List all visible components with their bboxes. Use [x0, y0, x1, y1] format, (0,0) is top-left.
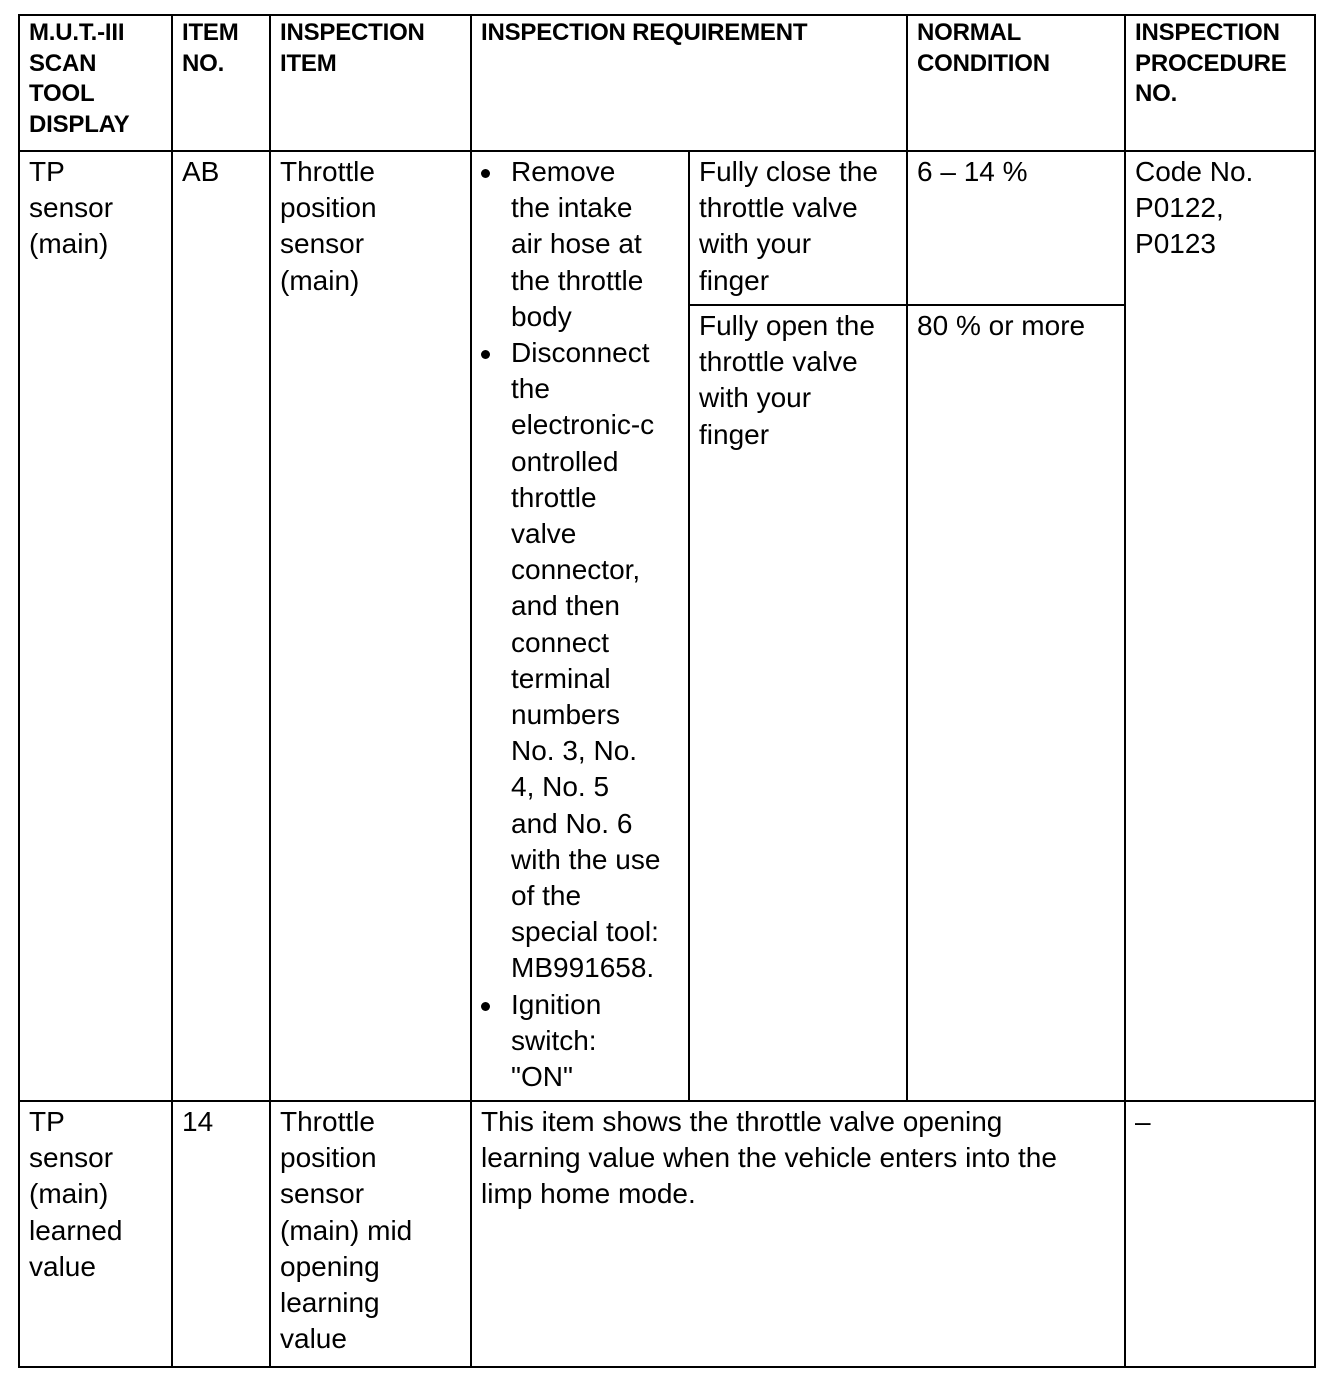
header-normal-condition: NORMAL CONDITION: [907, 15, 1125, 151]
row2-display: TP sensor (main) learned value: [19, 1101, 172, 1367]
row1-requirement-steps: [471, 151, 689, 1101]
row2-requirement: This item shows the throttle valve opening learning value when the vehicle enters into the limp home mode.: [471, 1101, 1125, 1367]
list-item: Remove the intake air hose at the throttle body: [472, 154, 688, 335]
row2-inspection-item: Throttle position sensor (main) mid opening learning value: [270, 1101, 471, 1367]
list-item: Disconnect the electronic-c ontrolled throttle valve connector, and then connect terminal numbers No. 3, No. 4, No. 5 and No. 6 with the use of the special tool: MB991658.: [472, 335, 688, 987]
inspection-table: [18, 14, 1316, 1368]
table-row: [19, 1101, 1315, 1367]
header-inspection-procedure: INSPECTION PROCEDURE NO.: [1125, 15, 1315, 151]
requirement-step-list: [472, 154, 688, 1095]
header-inspection-requirement: INSPECTION REQUIREMENT: [471, 15, 907, 151]
row1-close-action: Fully close the throttle valve with your finger: [689, 151, 907, 305]
header-item-no: ITEM NO.: [172, 15, 270, 151]
list-item: Ignition switch: "ON": [472, 987, 688, 1096]
row1-inspection-item: Throttle position sensor (main): [270, 151, 471, 1101]
row1-open-action: Fully open the throttle valve with your finger: [689, 305, 907, 1101]
header-inspection-item: INSPECTION ITEM: [270, 15, 471, 151]
row2-item-no: 14: [172, 1101, 270, 1367]
row1-procedure: Code No. P0122, P0123: [1125, 151, 1315, 1101]
row1-item-no: AB: [172, 151, 270, 1101]
row2-procedure: –: [1125, 1101, 1315, 1367]
table-row: [19, 151, 1315, 305]
header-row: [19, 15, 1315, 151]
row1-display: TP sensor (main): [19, 151, 172, 1101]
row1-close-normal: 6 – 14 %: [907, 151, 1125, 305]
row1-open-normal: 80 % or more: [907, 305, 1125, 1101]
header-scan-tool-display: M.U.T.-III SCAN TOOL DISPLAY: [19, 15, 172, 151]
